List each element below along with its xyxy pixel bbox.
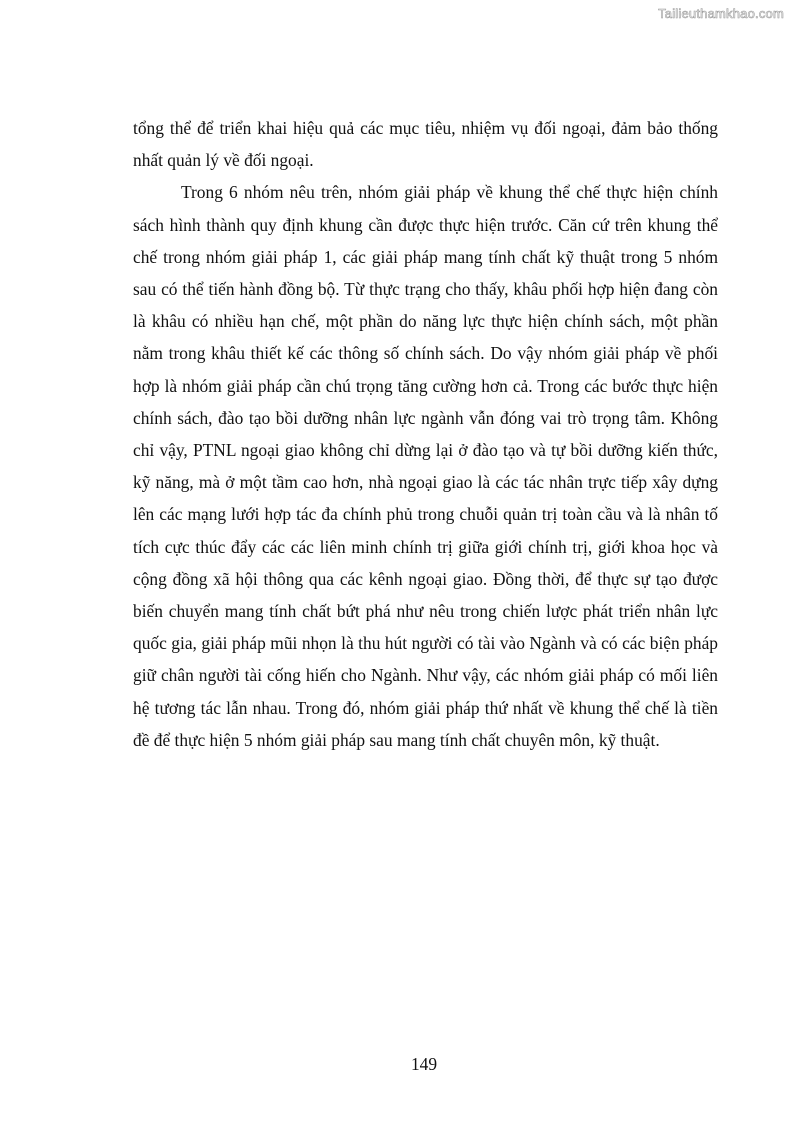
- document-body: [133, 112, 718, 756]
- paragraph-solutions-summary: Trong 6 nhóm nêu trên, nhóm giải pháp về khung thể chế thực hiện chính sách hình thành quy định khung cần được thực hiện trước. Căn cứ trên khung thể chế trong nhóm giải pháp 1, các giải pháp mang tính chất kỹ thuật trong 5 nhóm sau có thể tiến hành đồng bộ. Từ thực trạng cho thấy, khâu phối hợp hiện đang còn là khâu có nhiều hạn chế, một phần do năng lực thực hiện chính sách, một phần nằm trong khâu thiết kế các thông số chính sách. Do vậy nhóm giải pháp về phối hợp là nhóm giải pháp cần chú trọng tăng cường hơn cả. Trong các bước thực hiện chính sách, đào tạo bồi dưỡng nhân lực ngành vẫn đóng vai trò trọng tâm. Không chỉ vậy, PTNL ngoại giao không chỉ dừng lại ở đào tạo và tự bồi dưỡng kiến thức, kỹ năng, mà ở một tầm cao hơn, nhà ngoại giao là các tác nhân trực tiếp xây dựng lên các mạng lưới hợp tác đa chính phủ trong chuỗi quản trị toàn cầu và là nhân tố tích cực thúc đẩy các các liên minh chính trị giữa giới chính trị, giới khoa học và cộng đồng xã hội thông qua các kênh ngoại giao. Đồng thời, để thực sự tạo được biến chuyển mang tính chất bứt phá như nêu trong chiến lược phát triển nhân lực quốc gia, giải pháp mũi nhọn là thu hút người có tài vào Ngành và có các biện pháp giữ chân người tài cống hiến cho Ngành. Như vậy, các nhóm giải pháp có mối liên hệ tương tác lẫn nhau. Trong đó, nhóm giải pháp thứ nhất về khung thể chế là tiền đề để thực hiện 5 nhóm giải pháp sau mang tính chất chuyên môn, kỹ thuật.: [133, 182, 718, 750]
- page-number: 149: [410, 1054, 438, 1074]
- watermark: Tailieuthamkhao.com: [658, 6, 784, 21]
- paragraph-continuation: tổng thể để triển khai hiệu quả các mục tiêu, nhiệm vụ đối ngoại, đảm bảo thống nhất quản lý về đối ngoại.: [133, 118, 718, 171]
